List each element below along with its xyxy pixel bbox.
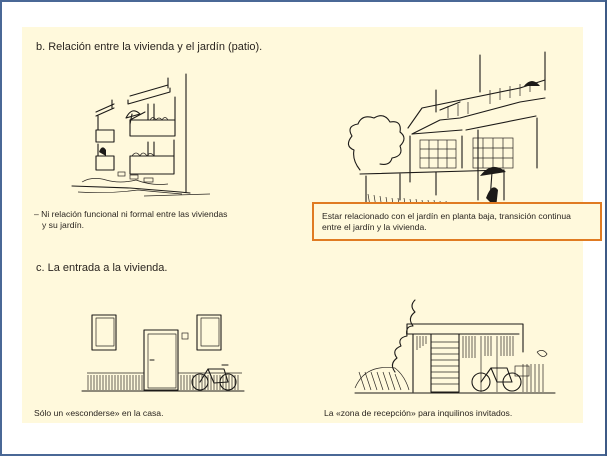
section-b-right-caption-line2: entre el jardín y la vivienda.	[322, 222, 427, 232]
section-b-heading: b. Relación entre la vivienda y el jardín (patio).	[36, 41, 263, 53]
section-b-left-caption-line1: – Ni relación funcional ni formal entre las viviendas	[34, 209, 228, 219]
covered-entrance-porch-sketch	[355, 292, 565, 400]
section-c-heading: c. La entrada a la vivienda.	[36, 262, 168, 274]
plain-entrance-facade-sketch	[82, 305, 252, 400]
section-b-left-caption	[34, 209, 227, 231]
balcony-apartment-sketch	[60, 60, 200, 200]
section-b-right-caption-line1: Estar relacionado con el jardín en planta baja, transición continua	[322, 211, 571, 221]
section-c-right-caption: La «zona de recepción» para inquilinos invitados.	[324, 408, 513, 418]
section-b-left-caption-line2: y su jardín.	[42, 220, 85, 230]
section-c-left-caption: Sólo un «esconderse» en la casa.	[34, 408, 164, 418]
ground-floor-garden-house-sketch	[340, 50, 550, 200]
section-b-right-caption	[322, 211, 602, 233]
highlight-box	[312, 202, 602, 241]
